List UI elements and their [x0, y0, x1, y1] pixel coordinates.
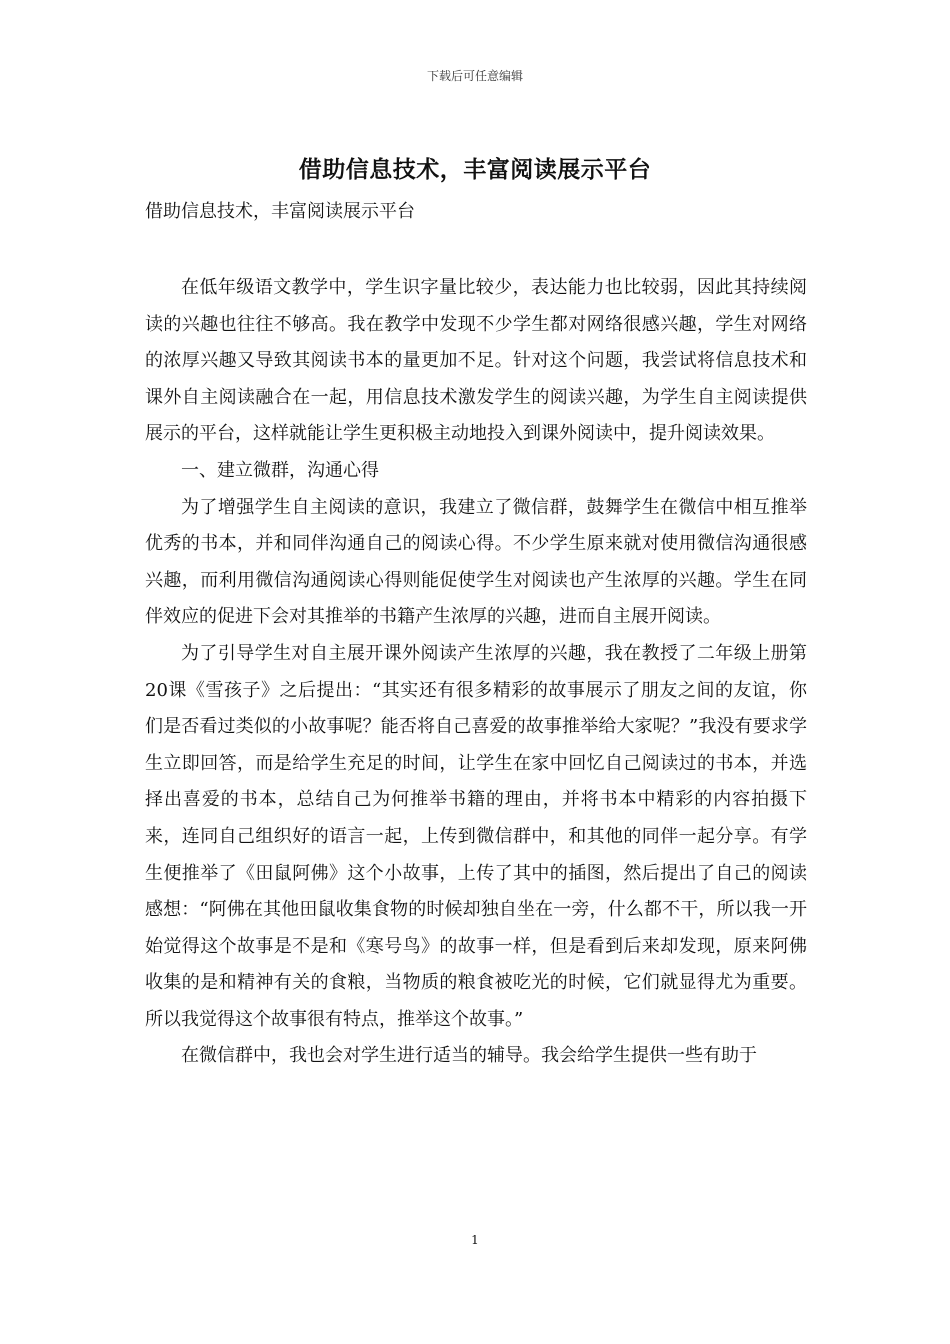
section-heading-1: 一、建立微群，沟通心得	[181, 459, 379, 481]
header-note: 下载后可任意编辑	[426, 69, 523, 83]
paragraph-intro: 在低年级语文教学中，学生识字量比较少，表达能力也比较弱，因此其持续阅读的兴趣也往往不够高。我在教学中发现不少学生都对网络很感兴趣，学生对网络的浓厚兴趣又导致其阅读书本的量更加不足。针对这个问题，我尝试将信息技术和课外自主阅读融合在一起，用信息技术激发学生的阅读兴趣，为学生自主阅读提供展示的平台，这样就能让学生更积极主动地投入到课外阅读中，提升阅读效果。	[145, 277, 807, 445]
paragraph-wechat-group: 为了增强学生自主阅读的意识，我建立了微信群，鼓舞学生在微信中相互推举优秀的书本，并和同伴沟通自己的阅读心得。不少学生原来就对使用微信沟通很感兴趣，而利用微信沟通阅读心得则能促使学生对阅读也产生浓厚的兴趣。学生在同伴效应的促进下会对其推举的书籍产生浓厚的兴趣，进而自主展开阅读。	[145, 496, 807, 628]
paragraph-example: 为了引导学生对自主展开课外阅读产生浓厚的兴趣，我在教授了二年级上册第20课《雪孩子》之后提出：“其实还有很多精彩的故事展示了朋友之间的友谊，你们是否看过类似的小故事呢？能否将自己喜爱的故事推举给大家呢？”我没有要求学生立即回答，而是给学生充足的时间，让学生在家中回忆自己阅读过的书本，并选择出喜爱的书本，总结自己为何推举书籍的理由，并将书本中精彩的内容拍摄下来，连同自己组织好的语言一起，上传到微信群中，和其他的同伴一起分享。有学生便推举了《田鼠阿佛》这个小故事，上传了其中的插图，然后提出了自己的阅读感想：“阿佛在其他田鼠收集食物的时候却独自坐在一旁，什么都不干，所以我一开始觉得这个故事是不是和《寒号鸟》的故事一样，但是看到后来却发现，原来阿佛收集的是和精神有关的食粮，当物质的粮食被吃光的时候，它们就显得尤为重要。所以我觉得这个故事很有特点，推举这个故事。”	[145, 642, 807, 1030]
document-subtitle: 借助信息技术，丰富阅读展示平台	[145, 201, 415, 222]
document-body	[145, 270, 807, 1075]
page-number: 1	[471, 1233, 479, 1247]
document-title: 借助信息技术，丰富阅读展示平台	[298, 156, 652, 183]
paragraph-guidance: 在微信群中，我也会对学生进行适当的辅导。我会给学生提供一些有助于	[181, 1045, 757, 1067]
